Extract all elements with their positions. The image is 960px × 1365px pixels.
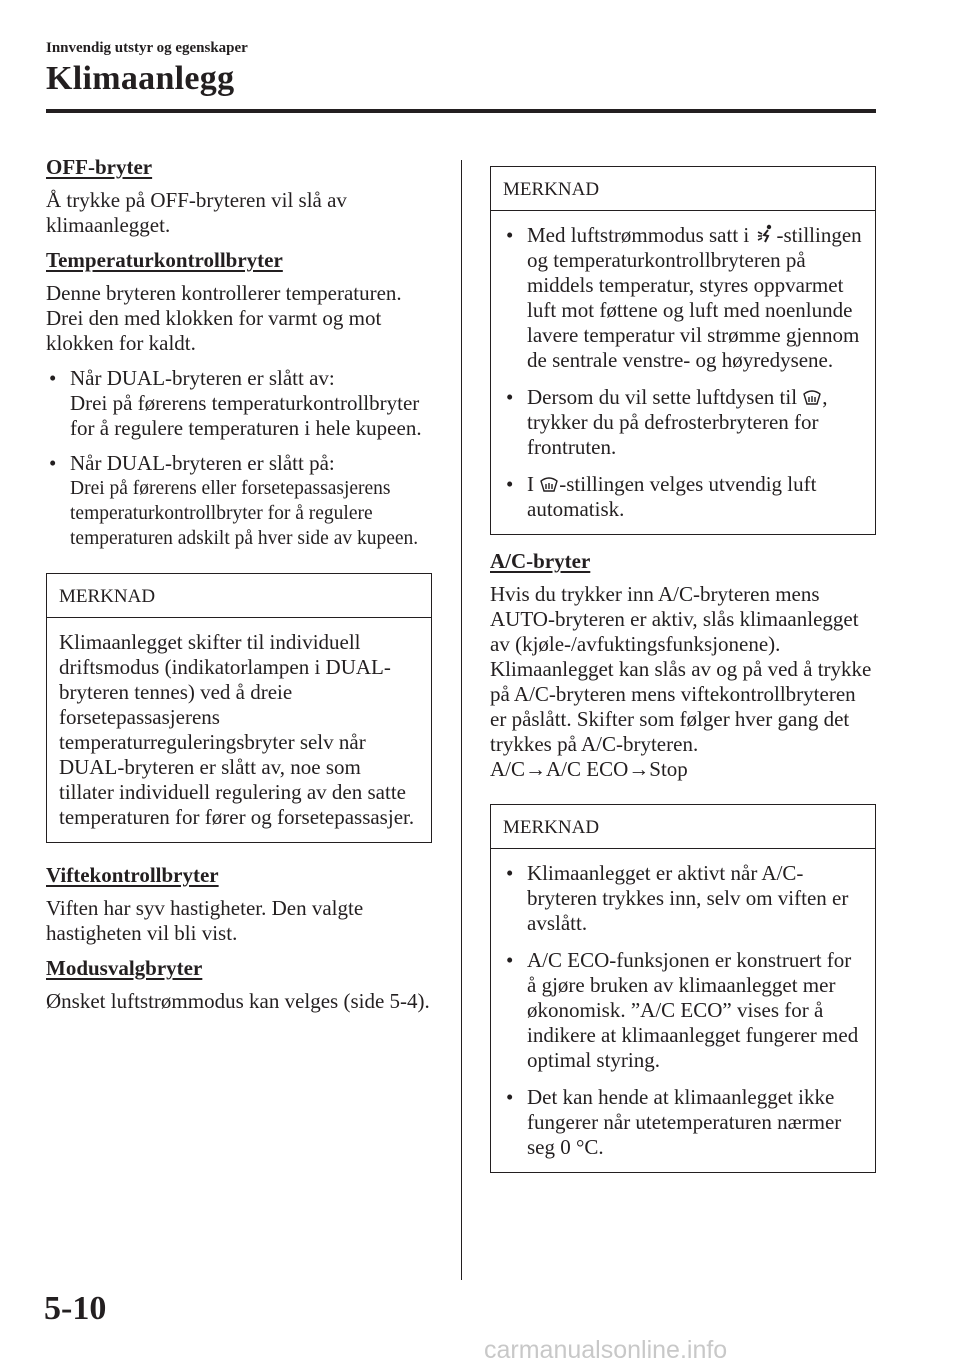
- list-item: [503, 1085, 863, 1160]
- note-box: [46, 573, 432, 843]
- note-text: Klimaanlegget skifter til individuell driftsmodus (indikatorlampen i DUAL-bryteren tennes) ved å dreie forsetepassasjerens temperaturreguleringsbryter selv når DUAL-bryteren er slått av, noe som tillater individuell regulering av den satte temperaturen for fører og forsetepassasjer.: [59, 630, 415, 829]
- ac-switch-text: Hvis du trykker inn A/C-bryteren mens AUTO-bryteren er aktiv, slås klimaanlegget av (kjøle-/avfuktingsfunksjonene). Klimaanlegget kan slås av og på ved å trykke på A/C-bryteren mens viftekontrollbryteren er påslått. Skifter som følger hver gang det trykkes på A/C-bryteren.: [490, 582, 872, 756]
- bullet-icon: •: [506, 948, 514, 972]
- bullet-body: Drei på førerens eller forsetepassasjerens temperaturkontrollbryter for å regulere temperaturen adskilt på hver side av kupeen.: [70, 478, 419, 549]
- list-item: [503, 472, 863, 522]
- note-label: MERKNAD: [47, 574, 431, 618]
- note-label: MERKNAD: [491, 167, 875, 211]
- bullet-icon: •: [506, 223, 514, 247]
- defroster-icon: [539, 475, 559, 493]
- section-label: Innvendig utstyr og egenskaper: [46, 40, 248, 56]
- bullet-text-cont: -stillingen velges utvendig luft automatisk.: [527, 472, 817, 521]
- bullet-text: I: [527, 472, 534, 496]
- bullet-lead: Når DUAL-bryteren er slått av:: [70, 366, 335, 390]
- bullet-text: Dersom du vil sette luftdysen til: [527, 385, 798, 409]
- bullet-text: Med luftstrømmodus satt i: [527, 223, 750, 247]
- list-item: [503, 861, 863, 936]
- off-switch-heading: OFF-bryter: [46, 155, 153, 179]
- defroster-icon: [802, 388, 822, 406]
- right-column: [490, 166, 876, 1189]
- bullet-icon: •: [506, 1085, 514, 1109]
- column-divider: [461, 160, 462, 1280]
- left-column: [46, 155, 432, 1024]
- floor-vent-mode-icon: [755, 224, 777, 244]
- mode-selector-heading: Modusvalgbryter: [46, 956, 203, 980]
- bullet-icon: •: [506, 472, 514, 496]
- bullet-text: Det kan hende at klimaanlegget ikke fungerer når utetemperaturen nærmer seg 0 °C.: [527, 1085, 842, 1159]
- list-item: [503, 223, 863, 373]
- watermark: carmanualsonline.info: [484, 1336, 728, 1364]
- ac-switch-heading: A/C-bryter: [490, 549, 591, 573]
- note-box: [490, 166, 876, 535]
- bullet-icon: •: [49, 366, 57, 390]
- bullet-text: A/C ECO-funksjonen er konstruert for å gjøre bruken av klimaanlegget mer økonomisk. ”A/C ECO” vises for å indikere at klimaanlegget fungerer med optimal styring.: [527, 948, 859, 1072]
- temp-control-text: Denne bryteren kontrollerer temperaturen. Drei den med klokken for varmt og mot klokken for kaldt.: [46, 281, 402, 355]
- list-item: [46, 451, 432, 551]
- chapter-title: Klimaanlegg: [46, 60, 235, 97]
- list-item: [503, 385, 863, 460]
- list-item: [46, 366, 432, 441]
- off-switch-text: Å trykke på OFF-bryteren vil slå av klimaanlegget.: [46, 188, 347, 237]
- mode-selector-text: Ønsket luftstrømmodus kan velges (side 5-4).: [46, 989, 430, 1013]
- fan-control-text: Viften har syv hastigheter. Den valgte hastigheten vil bli vist.: [46, 896, 364, 945]
- temp-control-heading: Temperaturkontrollbryter: [46, 248, 283, 272]
- note-label: MERKNAD: [491, 805, 875, 849]
- bullet-text: Klimaanlegget er aktivt når A/C-bryteren trykkes inn, selv om viften er avslått.: [527, 861, 849, 935]
- bullet-body: Drei på førerens temperaturkontrollbryter for å regulere temperaturen i hele kupeen.: [70, 391, 422, 440]
- bullet-text-cont: , trykker du på defrosterbryteren for frontruten.: [527, 385, 828, 459]
- header-rule: [46, 109, 876, 113]
- page-number: 5-10: [44, 1290, 107, 1327]
- bullet-text-cont: -stillingen og temperaturkontrollbryteren på middels temperatur, styres oppvarmet luft mot føttene og luft med noenlunde lavere temperatur vil strømme gjennom de sentrale venstre- og høyredysene.: [527, 223, 862, 372]
- bullet-icon: •: [506, 861, 514, 885]
- list-item: [503, 948, 863, 1073]
- fan-control-heading: Viftekontrollbryter: [46, 863, 219, 887]
- note-box: [490, 804, 876, 1173]
- bullet-icon: •: [49, 451, 57, 475]
- ac-sequence: A/C→A/C ECO→Stop: [490, 757, 688, 781]
- bullet-lead: Når DUAL-bryteren er slått på:: [70, 451, 335, 475]
- bullet-icon: •: [506, 385, 514, 409]
